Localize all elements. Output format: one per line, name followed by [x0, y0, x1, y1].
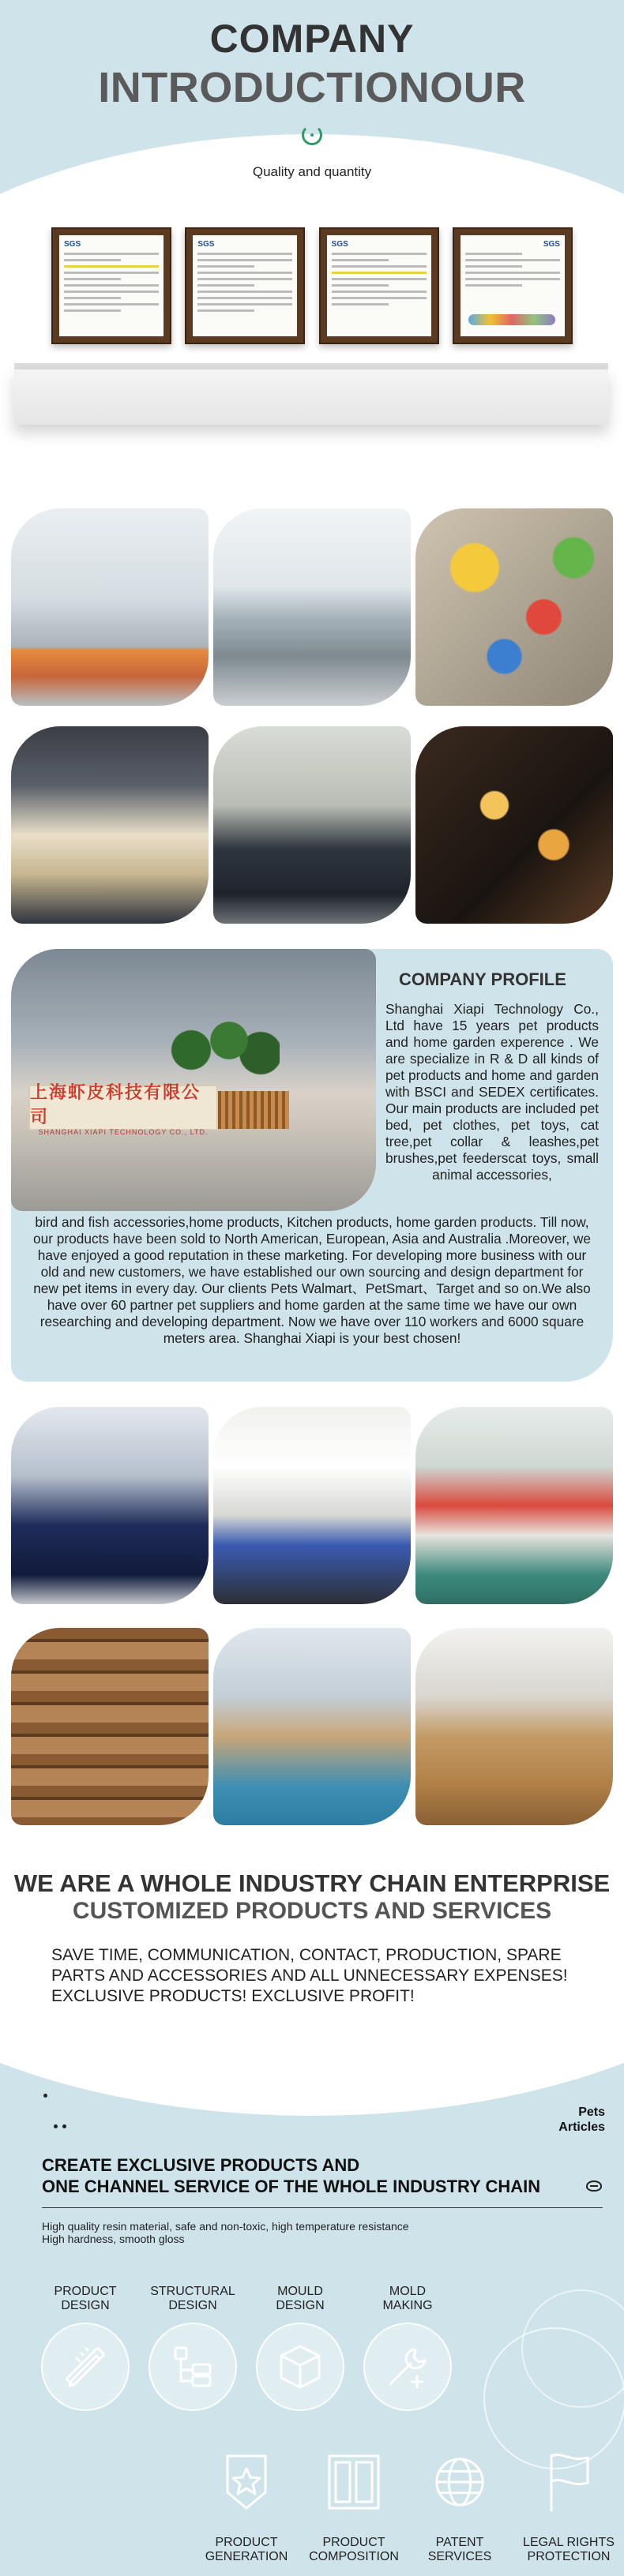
step-structural-design	[148, 2323, 237, 2411]
photo-office-lobby	[11, 508, 209, 706]
structure-tree-icon	[167, 2342, 218, 2392]
sgs-logo: SGS	[331, 240, 348, 249]
service-label-line: SERVICES	[427, 2550, 492, 2563]
feature-item: High hardness, smooth gloss	[42, 2233, 185, 2245]
feature-list	[42, 2220, 409, 2245]
pets-articles-label	[558, 2105, 605, 2135]
certificate-frame	[319, 227, 439, 344]
feature-item: High quality resin material, safe and non-toxic, high temperature resistance	[42, 2220, 409, 2233]
step-mold-making-label	[360, 2285, 455, 2313]
service-label-line: PRODUCT	[215, 2536, 278, 2549]
photo-printing-machines	[11, 1407, 209, 1604]
trees-decor	[153, 1012, 280, 1075]
sgs-logo: SGS	[197, 240, 215, 249]
quality-subtitle: Quality and quantity	[252, 164, 372, 179]
sign-english: SHANGHAI XIAPI TECHNOLOGY CO., LTD.	[38, 1128, 209, 1136]
step-mould-design-label	[253, 2285, 348, 2313]
service-label-line: PROTECTION	[527, 2550, 611, 2563]
sgs-logo: SGS	[543, 240, 560, 249]
bullet-dot	[62, 2124, 66, 2128]
service-label-line: PATENT	[435, 2536, 484, 2549]
profile-text-bottom: bird and fish accessories,home products, Kitchen products, home garden products. Till now, our products have been sold to North American, European, Asia and Australia .Moreover, we have enjoyed a good reputation in these marketing. For developing more business with our old and new customers, we have established our own sourcing and design department for new pet items in every day. Our clients Pets Walmart、PetSmart、Target and so on.We also have over 60 partner pet suppliers and home garden at the same time we have our own researching and developing department. Now we have over 110 workers and 6000 square meters area. Shanghai Xiapi is your best chosen!	[32, 1214, 592, 1346]
service-label-line: COMPOSITION	[309, 2550, 399, 2563]
create-heading-line1: CREATE EXCLUSIVE PRODUCTS AND	[42, 2155, 360, 2175]
panels-icon	[326, 2453, 382, 2511]
certificate-frame	[185, 227, 305, 344]
legal-rights-label	[513, 2536, 624, 2564]
certificate-frame	[51, 227, 171, 344]
flag-icon	[543, 2451, 594, 2513]
photo-gold-stickers	[415, 726, 613, 924]
globe-icon	[432, 2454, 487, 2510]
chain-heading: WE ARE A WHOLE INDUSTRY CHAIN ENTERPRISE	[13, 1869, 611, 1897]
step-label-line: STRUCTURAL	[150, 2285, 235, 2298]
cap-icon	[586, 2180, 602, 2192]
shield-star-icon	[221, 2451, 272, 2513]
step-label-line: PRODUCT	[54, 2285, 117, 2298]
product-generation-icon	[219, 2450, 274, 2514]
step-mold-making	[363, 2323, 452, 2411]
sliding-gate	[218, 1091, 289, 1129]
service-label-line: GENERATION	[205, 2550, 288, 2563]
company-sign	[28, 1082, 218, 1136]
divider	[42, 2207, 603, 2208]
create-heading-line2: ONE CHANNEL SERVICE OF THE WHOLE INDUSTRY CHAIN	[42, 2177, 541, 2196]
certificate-row	[51, 227, 573, 346]
photo-trade-fair	[11, 726, 209, 924]
product-composition-label	[299, 2536, 409, 2564]
bullet-dot	[43, 2094, 47, 2098]
sign-chinese: 上海虾皮科技有限公司	[30, 1082, 201, 1127]
patent-services-label	[404, 2536, 515, 2564]
step-label-line: MOLD	[389, 2285, 427, 2298]
photo-storage-shelves	[11, 1628, 209, 1825]
cube-icon	[275, 2342, 325, 2392]
step-label-line: MAKING	[382, 2299, 433, 2312]
bullet-dot	[54, 2124, 58, 2128]
articles-label: Articles	[558, 2120, 605, 2134]
step-product-design	[41, 2323, 130, 2411]
certificate-frame	[453, 227, 573, 344]
profile-title: COMPANY PROFILE	[399, 969, 566, 989]
wrench-plus-icon	[382, 2342, 433, 2392]
photo-open-office	[213, 508, 411, 706]
service-label-line: PRODUCT	[322, 2536, 385, 2549]
ring-icon	[302, 125, 322, 145]
step-label-line: MOULD	[277, 2285, 323, 2298]
profile-text-side: Shanghai Xiapi Technology Co., Ltd have 15 years pet products and home garden experence . We are specialize in R & D all kinds of pet products and home and garden with BSCI and SEDEX certificates. Our main products are included pet bed, pet clothes, pet toys, cat tree,pet collar & leashes,pet brushes,pet feederscat toys, small animal accessories,	[385, 1001, 599, 1183]
photo-client-meeting	[213, 726, 411, 924]
chain-body-text: SAVE TIME, COMMUNICATION, CONTACT, PRODUCTION, SPARE PARTS AND ACCESSORIES AND ALL UNNECESSARY EXPENSES! EXCLUSIVE PRODUCTS! EXCLUSIVE PROFIT!	[51, 1946, 568, 2005]
title-introduction: INTRODUCTIONOUR	[98, 64, 526, 111]
service-label-line: LEGAL RIGHTS	[523, 2536, 615, 2549]
pencil-ruler-icon	[60, 2342, 111, 2392]
step-product-design-label	[38, 2285, 133, 2313]
step-label-line: DESIGN	[61, 2299, 110, 2312]
photo-factory-floor	[415, 1407, 613, 1604]
product-generation-label	[191, 2536, 302, 2564]
title-company: COMPANY	[209, 17, 415, 61]
certificate-shelf	[14, 369, 608, 425]
step-label-line: DESIGN	[168, 2299, 217, 2312]
step-mould-design	[256, 2323, 344, 2411]
step-label-line: DESIGN	[276, 2299, 325, 2312]
step-structural-design-label	[145, 2285, 240, 2313]
photo-cardboard-boxes	[415, 1628, 613, 1825]
sgs-logo: SGS	[64, 240, 81, 249]
chain-subheading: CUSTOMIZED PRODUCTS AND SERVICES	[72, 1898, 552, 1924]
services-arc	[0, 2021, 624, 2116]
patent-services-icon	[432, 2450, 487, 2514]
legal-rights-icon	[541, 2450, 596, 2514]
photo-warehouse-aisle	[213, 1628, 411, 1825]
product-composition-icon	[326, 2450, 382, 2514]
pets-label: Pets	[578, 2105, 605, 2119]
photo-company-building	[11, 949, 376, 1211]
photo-badges-pins	[415, 508, 613, 706]
photo-paper-roll-machine	[213, 1407, 411, 1604]
